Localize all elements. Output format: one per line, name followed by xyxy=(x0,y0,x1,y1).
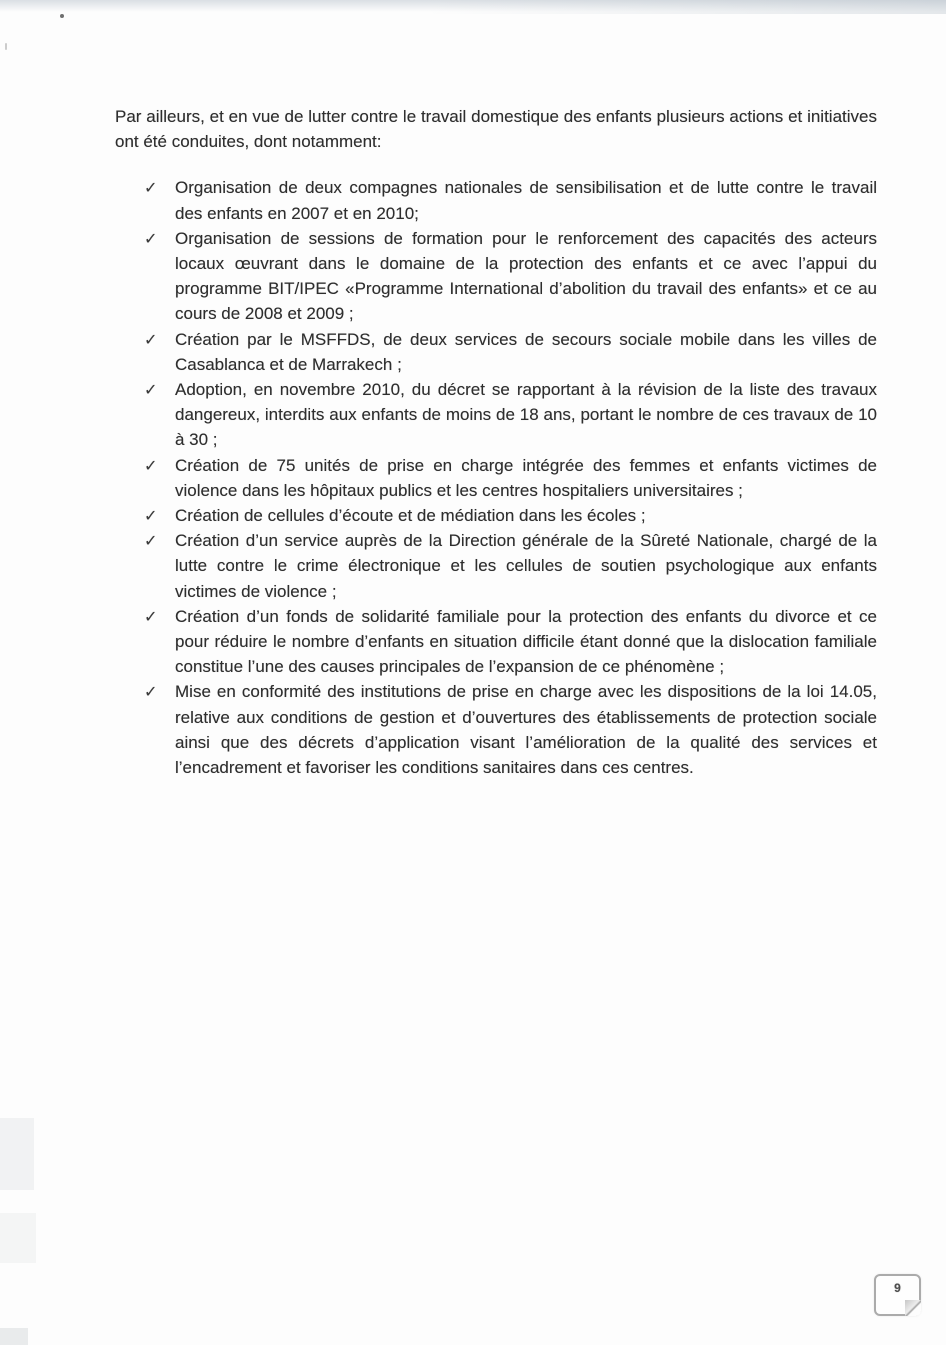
checkmark-icon: ✓ xyxy=(144,508,158,526)
scan-smudge xyxy=(0,1328,28,1345)
scan-smudge xyxy=(0,1118,34,1190)
checkmark-icon: ✓ xyxy=(144,684,158,702)
intro-paragraph: Par ailleurs, et en vue de lutter contre le travail domestique des enfants plusieurs actions et initiatives ont été conduites, dont notamment: xyxy=(115,107,877,152)
list-item-text: Création d’un service auprès de la Direction générale de la Sûreté Nationale, chargé de la lutte contre le crime électronique et les cellules de soutien psychologique aux enfants victimes de violence ; xyxy=(175,531,877,601)
checkmark-icon: ✓ xyxy=(144,533,158,551)
list-item xyxy=(115,327,877,377)
checkmark-icon: ✓ xyxy=(144,382,158,400)
list-item xyxy=(115,453,877,503)
list-item-text: Adoption, en novembre 2010, du décret se rapportant à la révision de la liste des travaux dangereux, interdits aux enfants de moins de 18 ans, portant le nombre de ces travaux de 10 à 30 ; xyxy=(175,380,877,450)
list-item xyxy=(115,503,877,528)
checkmark-icon: ✓ xyxy=(144,230,158,248)
page-number-badge xyxy=(874,1274,921,1316)
list-item-text: Création de cellules d’écoute et de médiation dans les écoles ; xyxy=(175,506,646,526)
list-item xyxy=(115,528,877,604)
list-item-text: Création d’un fonds de solidarité familiale pour la protection des enfants du divorce et ce pour réduire le nombre d’enfants en situation difficile étant donné que la dislocation familiale constitue l’une des causes principales de l’expansion de ce phénomène ; xyxy=(175,606,877,677)
folded-corner-icon xyxy=(905,1300,921,1316)
list-item xyxy=(115,679,877,780)
scan-speck xyxy=(60,14,64,18)
checkmark-icon: ✓ xyxy=(144,180,158,198)
scan-smudge xyxy=(0,1213,36,1263)
list-item-text: Création par le MSFFDS, de deux services de secours sociale mobile dans les villes de Casablanca et de Marrakech ; xyxy=(175,329,877,374)
list-item xyxy=(115,175,877,225)
checkmark-icon: ✓ xyxy=(144,331,158,349)
list-item-text: Mise en conformité des institutions de prise en charge avec les dispositions de la loi 14.05, relative aux conditions de gestion et d’ouvertures des établissements de protection sociale ainsi que des décrets d’application visant l’amélioration de la qualité des services et l’encadrement et favoriser les conditions sanitaires dans ces centres. xyxy=(175,682,877,778)
list-item xyxy=(115,604,877,680)
checkmark-icon: ✓ xyxy=(144,457,158,475)
list-item xyxy=(115,226,877,327)
checkmark-icon: ✓ xyxy=(144,608,158,626)
list-item xyxy=(115,377,877,453)
list-item-text: Organisation de deux compagnes nationales de sensibilisation et de lutte contre le travail des enfants en 2007 et en 2010; xyxy=(175,178,877,223)
document-body xyxy=(115,104,877,780)
initiatives-checklist xyxy=(115,175,877,780)
list-item-text: Organisation de sessions de formation pour le renforcement des capacités des acteurs locaux œuvrant dans le domaine de la protection des enfants et ce avec l’appui du programme BIT/IPEC «Programme International d’abolition du travail des enfants» et ce au cours de 2008 et 2009 ; xyxy=(175,228,877,324)
scan-speck xyxy=(5,43,7,50)
page-number: 9 xyxy=(894,1281,901,1295)
scan-edge-artifact xyxy=(0,0,946,14)
list-item-text: Création de 75 unités de prise en charge intégrée des femmes et enfants victimes de violence dans les hôpitaux publics et les centres hospitaliers universitaires ; xyxy=(175,455,877,500)
